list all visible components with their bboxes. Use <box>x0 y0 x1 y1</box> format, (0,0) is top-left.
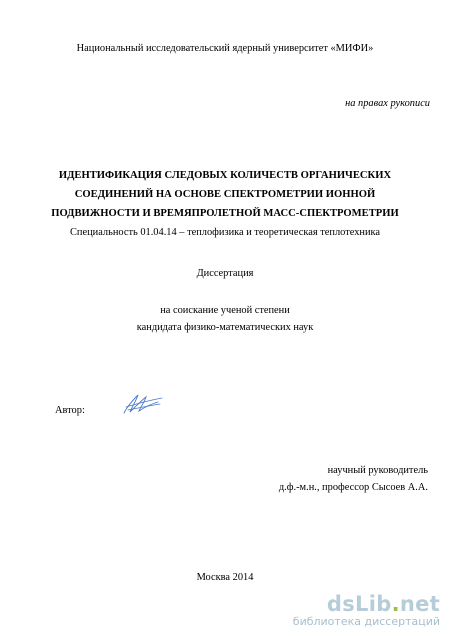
supervisor-name: д.ф.-м.н., профессор Сысоев А.А. <box>278 482 428 493</box>
supervisor-block <box>279 462 428 496</box>
city-year: Москва 2014 <box>196 572 254 583</box>
title-line-2: СОЕДИНЕНИЙ НА ОСНОВЕ СПЕКТРОМЕТРИИ ИОННОЙ <box>74 189 376 200</box>
author-signature <box>118 391 166 417</box>
title-line-3: ПОДВИЖНОСТИ И ВРЕМЯПРОЛЕТНОЙ МАСС-СПЕКТРОМЕТРИИ <box>51 208 399 219</box>
title-line-1: ИДЕНТИФИКАЦИЯ СЛЕДОВЫХ КОЛИЧЕСТВ ОРГАНИЧЕСКИХ <box>58 170 392 181</box>
university-name: Национальный исследовательский ядерный университет «МИФИ» <box>76 43 374 54</box>
watermark-logo: dsLib.net <box>326 592 440 616</box>
rights-note: на правах рукописи <box>345 98 430 109</box>
dissertation-title <box>0 166 450 223</box>
watermark-caption: библиотека диссертаций <box>292 615 440 628</box>
supervisor-role: научный руководитель <box>327 465 428 476</box>
specialty-line: Специальность 01.04.14 – теплофизика и теоретическая теплотехника <box>69 227 381 238</box>
document-type: Диссертация <box>196 268 254 279</box>
author-label: Автор: <box>55 405 85 416</box>
degree-line-2: кандидата физико-математических наук <box>136 322 314 333</box>
degree-line-1: на соискание ученой степени <box>160 305 290 316</box>
dslib-watermark <box>293 593 440 628</box>
